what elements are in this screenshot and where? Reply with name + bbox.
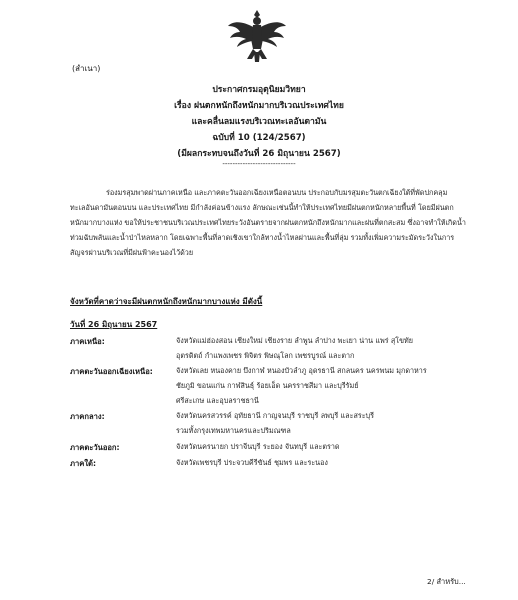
forecast-date: วันที่ 26 มิถุนายน 2567 (70, 320, 158, 329)
header-subject: เรื่อง ฝนตกหนักถึงหนักมากบริเวณประเทศไทย (174, 101, 344, 111)
header-issue-number: ฉบับที่ 10 (124/2567) (212, 133, 306, 143)
region-northeast-line-3: ศรีสะเกษ และอุบลราชธานี (176, 396, 259, 405)
region-central-line-1: จังหวัดนครสวรรค์ อุทัยธานี กาญจนบุรี ราชบุรี ลพบุรี และสระบุรี (176, 411, 374, 420)
region-label-east: ภาคตะวันออก: (70, 443, 120, 452)
region-east-line-1: จังหวัดนครนายก ปราจีนบุรี ระยอง จันทบุรี และตราด (176, 442, 340, 451)
intro-line-3: หนักมากบางแห่ง ขอให้ประชาชนบริเวณประเทศไทยระวังอันตรายจากฝนตกหนักถึงหนักมากและฝนที่ตกสะสม ซึ่งอาจทำให้เกิดน้ำ (70, 218, 466, 227)
region-label-north: ภาคเหนือ: (70, 337, 105, 346)
copy-mark: (สำเนา) (72, 64, 101, 73)
region-northeast-line-1: จังหวัดเลย หนองคาย บึงกาฬ หนองบัวลำภู อุดรธานี สกลนคร นครพนม มุกดาหาร (176, 366, 427, 375)
region-label-south: ภาคใต้: (70, 459, 97, 468)
header-subject-cont: และคลื่นลมแรงบริเวณทะเลอันดามัน (191, 117, 327, 127)
region-label-northeast: ภาคตะวันออกเฉียงเหนือ: (70, 367, 153, 376)
provinces-title: จังหวัดที่คาดว่าจะมีฝนตกหนักถึงหนักมากบางแห่ง มีดังนี้ (70, 297, 263, 306)
region-label-central: ภาคกลาง: (70, 412, 105, 421)
intro-line-1: ร่องมรสุมพาดผ่านภาคเหนือ และภาคตะวันออกเฉียงเหนือตอนบน ประกอบกับมรสุมตะวันตกเฉียงใต้ที่พัดปกคลุม (106, 188, 448, 197)
intro-line-5: สัญจรผ่านบริเวณที่มีฝนฟ้าคะนองไว้ด้วย (70, 248, 194, 257)
region-central-line-2: รวมทั้งกรุงเทพมหานครและปริมณฑล (176, 426, 291, 435)
intro-line-2: ทะเลอันดามันตอนบน และประเทศไทย มีกำลังค่อนข้างแรง ลักษณะเช่นนี้ทำให้ประเทศไทยมีฝนตกหนักหลายพื้นที่ โดยมีฝนตก (70, 203, 454, 212)
page-continuation: 2/ สำหรับ... (427, 577, 466, 586)
region-north-line-1: จังหวัดแม่ฮ่องสอน เชียงใหม่ เชียงราย ลำพูน ลำปาง พะเยา น่าน แพร่ สุโขทัย (176, 336, 413, 345)
intro-line-4: ท่วมฉับพลันและน้ำป่าไหลหลาก โดยเฉพาะพื้นที่ลาดเชิงเขาใกล้ทางน้ำไหลผ่านและพื้นที่ลุ่ม รวมทั้งเพิ่มความระมัดระวังในการ (70, 233, 455, 242)
region-northeast-line-2: ชัยภูมิ ขอนแก่น กาฬสินธุ์ ร้อยเอ็ด นครราชสีมา และบุรีรัมย์ (176, 381, 359, 390)
header-agency: ประกาศกรมอุตุนิยมวิทยา (212, 85, 306, 95)
garuda-emblem-icon (226, 8, 288, 66)
region-south-line-1: จังหวัดเพชรบุรี ประจวบคีรีขันธ์ ชุมพร และระนอง (176, 458, 328, 467)
header-separator: ----------------------------- (222, 160, 296, 168)
region-north-line-2: อุตรดิตถ์ กำแพงเพชร พิจิตร พิษณุโลก เพชรบูรณ์ และตาก (176, 351, 355, 360)
header-effective-date: (มีผลกระทบจนถึงวันที่ 26 มิถุนายน 2567) (177, 149, 341, 159)
